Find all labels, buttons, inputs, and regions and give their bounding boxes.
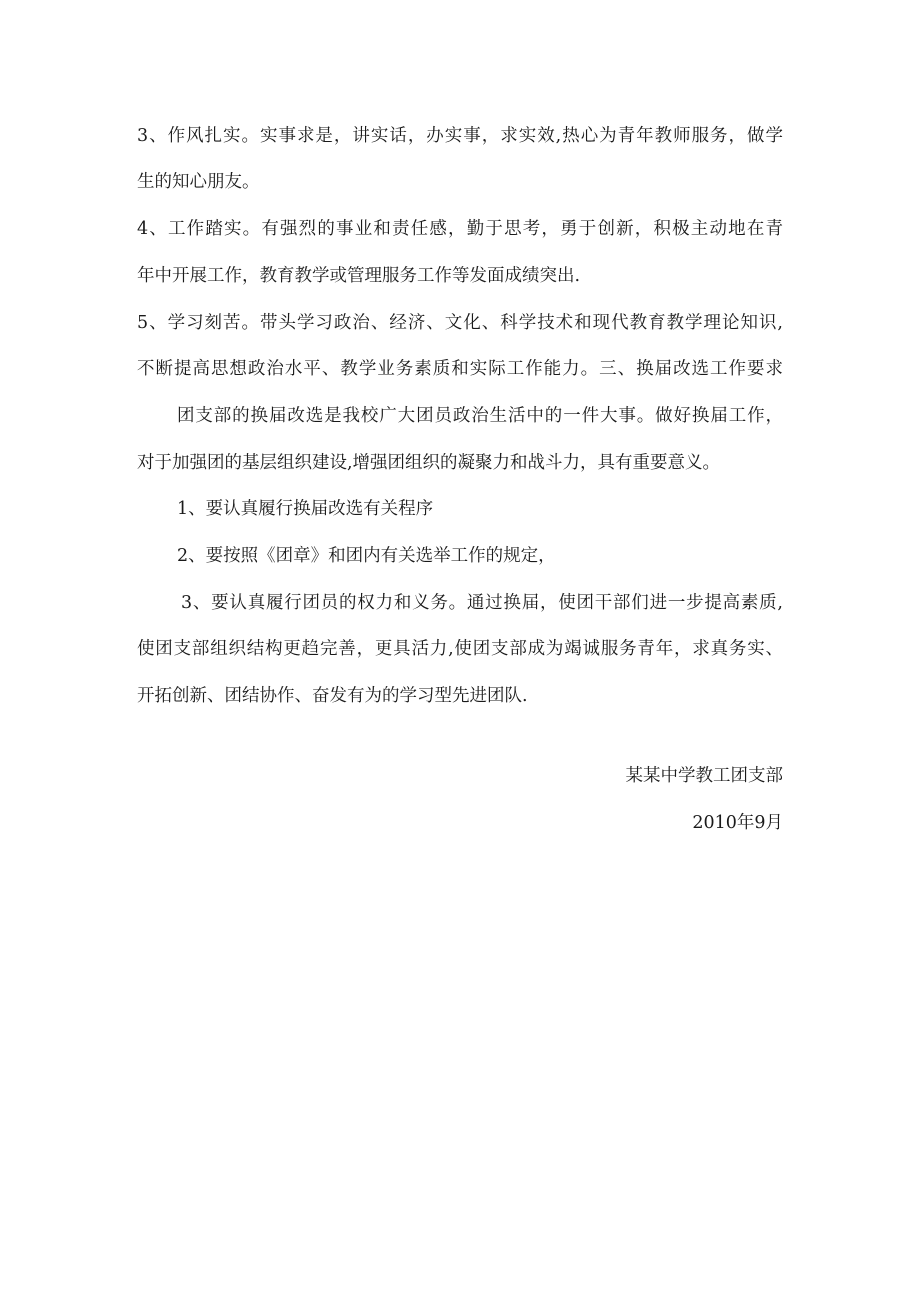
requirement-3-line1: 3、要认真履行团员的权力和义务。通过换届，使团干部们进一步提高素质, <box>181 593 783 613</box>
item4-line2: 年中开展工作，教育教学或管理服务工作等发面成绩突出. <box>137 266 581 286</box>
intro-line1: 团支部的换届改选是我校广大团员政治生活中的一件大事。做好换届工作， <box>177 406 783 426</box>
item4-line1: 4、工作踏实。有强烈的事业和责任感，勤于思考，勇于创新，积极主动地在青 <box>137 219 783 239</box>
signature: 某某中学教工团支部 <box>625 766 783 786</box>
item5-line2: 不断提高思想政治水平、教学业务素质和实际工作能力。三、换届改选工作要求 <box>137 359 783 379</box>
requirement-3-line2: 使团支部组织结构更趋完善，更具活力,使团支部成为竭诚服务青年，求真务实、 <box>137 639 783 659</box>
requirement-2: 2、要按照《团章》和团内有关选举工作的规定， <box>177 546 556 566</box>
requirement-3-line3: 开拓创新、团结协作、奋发有为的学习型先进团队. <box>137 686 528 706</box>
item3-line2: 生的知心朋友。 <box>137 172 260 192</box>
intro-line2: 对于加强团的基层组织建设,增强团组织的凝聚力和战斗力，具有重要意义。 <box>137 453 721 473</box>
item3-line1: 3、作风扎实。实事求是，讲实话，办实事，求实效,热心为青年教师服务，做学 <box>137 126 783 146</box>
requirement-1: 1、要认真履行换届改选有关程序 <box>177 499 434 519</box>
item5-line1: 5、学习刻苦。带头学习政治、经济、文化、科学技术和现代教育教学理论知识, <box>137 313 783 333</box>
date: 2010年9月 <box>692 813 783 833</box>
